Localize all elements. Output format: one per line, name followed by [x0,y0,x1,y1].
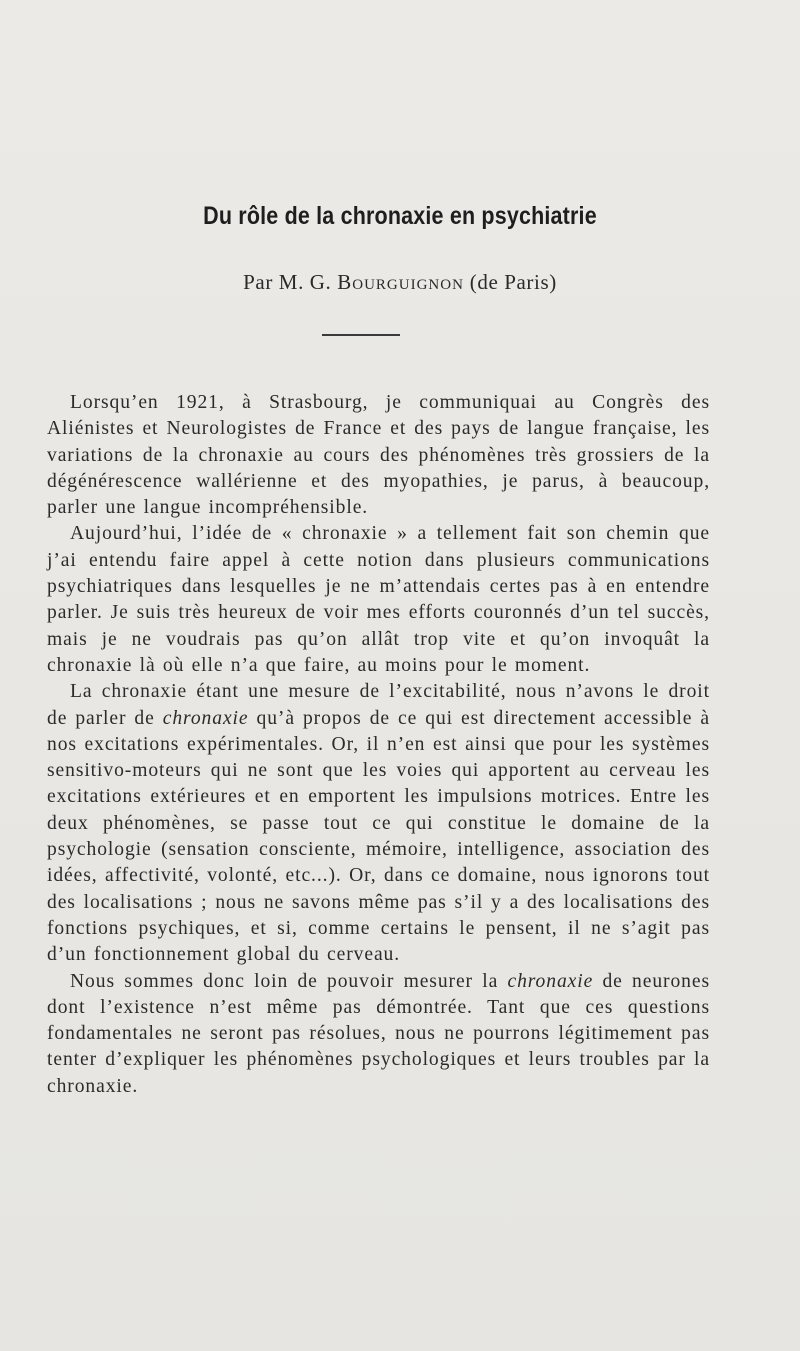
author-suffix: (de Paris) [463,270,557,294]
paragraph-1: Lorsqu’en 1921, à Strasbourg, je communiquai au Congrès des Aliénistes et Neurologistes de France et des pays de langue française, les variations de la chronaxie au cours des phénomènes très grossiers de la dégénérescence wallérienne et des myopathies, je parus, à beaucoup, parler une langue incompréhensible. [47,392,710,519]
paragraph-3-before: La chronaxie étant une mesure de l’excitabilité, nous n’avons le droit de parler de [47,681,710,729]
author-prefix: Par M. G. [243,270,338,294]
article-body [47,390,710,1100]
article-author-line [0,270,768,295]
title-divider [322,334,400,336]
paragraph-4-italic-term: chronaxie [507,970,594,992]
paragraph-4 [47,969,710,1100]
paragraph-3 [47,679,710,968]
article-title: Du rôle de la chronaxie en psychiatrie [203,202,597,230]
paragraph-4-before: Nous sommes donc loin de pouvoir mesurer la [70,970,508,992]
paragraph-2: Aujourd’hui, l’idée de « chronaxie » a tellement fait son chemin que j’ai entendu faire appel à cette notion dans plusieurs communications psychiatriques dans lesquelles je ne m’attendais certes pas à en entendre parler. Je suis très heureux de voir mes efforts couronnés d’un tel succès, mais je ne voudrais pas qu’on allât trop vite et qu’on invoquât la chronaxie là où elle n’a que faire, au moins pour le moment. [47,523,710,676]
paragraph-3-after: qu’à propos de ce qui est directement accessible à nos excitations expérimentales. Or, il n’en est ainsi que pour les systèmes sensitivo-moteurs qui ne sont que les voies qui apportent au cerveau les excitations extérieures et en emportent les impulsions motrices. Entre les deux phénomènes, se passe tout ce qui constitue le domaine de la psychologie (sensation consciente, mémoire, intelligence, association des idées, affectivité, volonté, etc...). Or, dans ce domaine, nous ignorons tout des localisations ; nous ne savons même pas s’il y a des localisations des fonctions psychiques, et si, comme certains le pensent, il ne s’agit pas d’un fonctionnement global du cerveau. [47,707,710,966]
paragraph-4-after: de neurones dont l’existence n’est même pas démontrée. Tant que ces questions fondamentales ne seront pas résolues, nous ne pourrons légitimement pas tenter d’expliquer les phénomènes psychologiques et leurs troubles par la chronaxie. [47,970,710,1097]
author-name: Bourguignon [337,270,464,294]
paragraph-3-italic-term: chronaxie [162,707,249,729]
